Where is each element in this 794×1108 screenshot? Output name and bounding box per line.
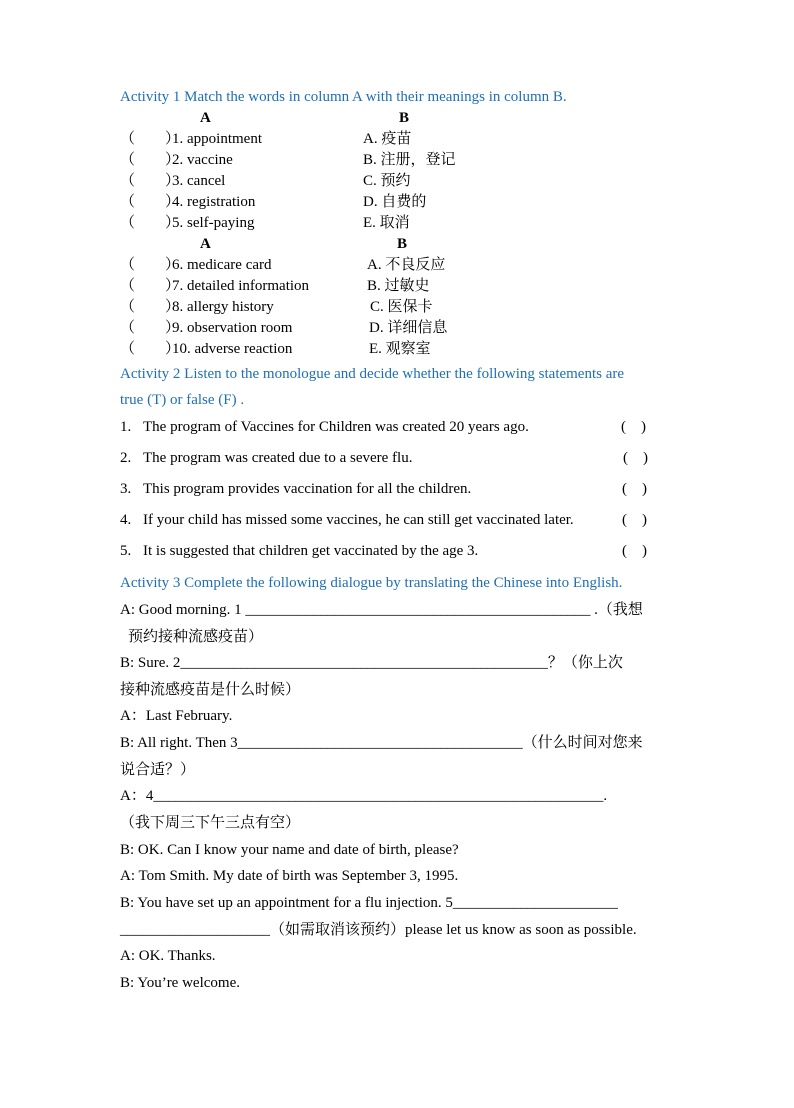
meaning-b: C. 预约 <box>363 173 411 189</box>
term-a: 10. adverse reaction <box>172 341 293 357</box>
meaning-b: B. 过敏史 <box>367 278 430 294</box>
tf-statement: It is suggested that children get vaccinated by the age 3. <box>143 543 479 559</box>
meaning-b: A. 疫苗 <box>363 131 412 147</box>
term-a: 7. detailed information <box>172 278 310 294</box>
dialogue-line: B: All right. Then 3______________________________________（什么时间对您来 <box>120 735 643 751</box>
term-a: 4. registration <box>172 194 256 210</box>
table1-header-a: A <box>200 110 211 126</box>
dialogue-line: B: You’re welcome. <box>120 975 240 991</box>
activity1-title: Activity 1 Match the words in column A with their meanings in column B. <box>120 89 567 105</box>
activity3-title: Activity 3 Complete the following dialogue by translating the Chinese into English. <box>120 575 623 591</box>
dialogue-line: 接种流感疫苗是什么时候） <box>120 682 301 698</box>
term-a: 3. cancel <box>172 173 226 189</box>
meaning-b: B. 注册，登记 <box>363 152 456 168</box>
meaning-b: C. 医保卡 <box>370 299 433 315</box>
dialogue-line: A: Tom Smith. My date of birth was September 3, 1995. <box>120 868 459 884</box>
tf-answer-blank[interactable]: ( ) <box>621 419 646 435</box>
answer-blank[interactable]: （ ） <box>120 299 181 315</box>
dialogue-line: A：4____________________________________________________________. <box>120 788 608 804</box>
term-a: 5. self-paying <box>172 215 255 231</box>
table2-header-a: A <box>200 236 211 252</box>
dialogue-line: （我下周三下午三点有空） <box>120 815 301 831</box>
term-a: 1. appointment <box>172 131 262 147</box>
answer-blank[interactable]: （ ） <box>120 320 181 336</box>
answer-blank[interactable]: （ ） <box>120 257 181 273</box>
tf-answer-blank[interactable]: ( ) <box>623 450 648 466</box>
dialogue-line: ____________________（如需取消该预约）please let us know as soon as possible. <box>120 922 637 938</box>
dialogue-line: A：Last February. <box>120 708 233 724</box>
answer-blank[interactable]: （ ） <box>120 278 181 294</box>
dialogue-line: A: Good morning. 1 ______________________________________________ .（我想 <box>120 602 643 618</box>
tf-statement: The program of Vaccines for Children was created 20 years ago. <box>143 419 529 435</box>
tf-answer-blank[interactable]: ( ) <box>622 543 647 559</box>
activity2-title-line1: Activity 2 Listen to the monologue and decide whether the following statements are <box>120 366 625 382</box>
answer-blank[interactable]: （ ） <box>120 215 181 231</box>
dialogue-line: A: OK. Thanks. <box>120 948 216 964</box>
dialogue-line: 说合适？） <box>120 762 196 778</box>
tf-num: 2. <box>120 450 132 466</box>
answer-blank[interactable]: （ ） <box>120 173 181 189</box>
tf-num: 1. <box>120 419 132 435</box>
term-a: 6. medicare card <box>172 257 272 273</box>
meaning-b: E. 取消 <box>363 215 410 231</box>
tf-answer-blank[interactable]: ( ) <box>622 512 647 528</box>
answer-blank[interactable]: （ ） <box>120 194 181 210</box>
tf-statement: The program was created due to a severe flu. <box>143 450 413 466</box>
meaning-b: E. 观察室 <box>369 341 431 357</box>
tf-num: 5. <box>120 543 132 559</box>
activity2-title-line2: true (T) or false (F) . <box>120 392 245 408</box>
answer-blank[interactable]: （ ） <box>120 152 181 168</box>
dialogue-line: B: OK. Can I know your name and date of birth, please? <box>120 842 459 858</box>
meaning-b: A. 不良反应 <box>367 257 446 273</box>
term-a: 9. observation room <box>172 320 293 336</box>
dialogue-line: 预约接种流感疫苗） <box>128 629 264 645</box>
term-a: 2. vaccine <box>172 152 233 168</box>
term-a: 8. allergy history <box>172 299 274 315</box>
table1-header-b: B <box>399 110 410 126</box>
tf-answer-blank[interactable]: ( ) <box>622 481 647 497</box>
answer-blank[interactable]: （ ） <box>120 341 181 357</box>
meaning-b: D. 自费的 <box>363 194 427 210</box>
tf-num: 4. <box>120 512 132 528</box>
dialogue-line: B: Sure. 2_________________________________________________？（你上次 <box>120 655 623 671</box>
tf-statement: If your child has missed some vaccines, he can still get vaccinated later. <box>143 512 574 528</box>
dialogue-line: B: You have set up an appointment for a flu injection. 5______________________ <box>120 895 618 911</box>
tf-statement: This program provides vaccination for all the children. <box>143 481 472 497</box>
table2-header-b: B <box>397 236 408 252</box>
tf-num: 3. <box>120 481 132 497</box>
meaning-b: D. 详细信息 <box>369 320 448 336</box>
answer-blank[interactable]: （ ） <box>120 131 181 147</box>
